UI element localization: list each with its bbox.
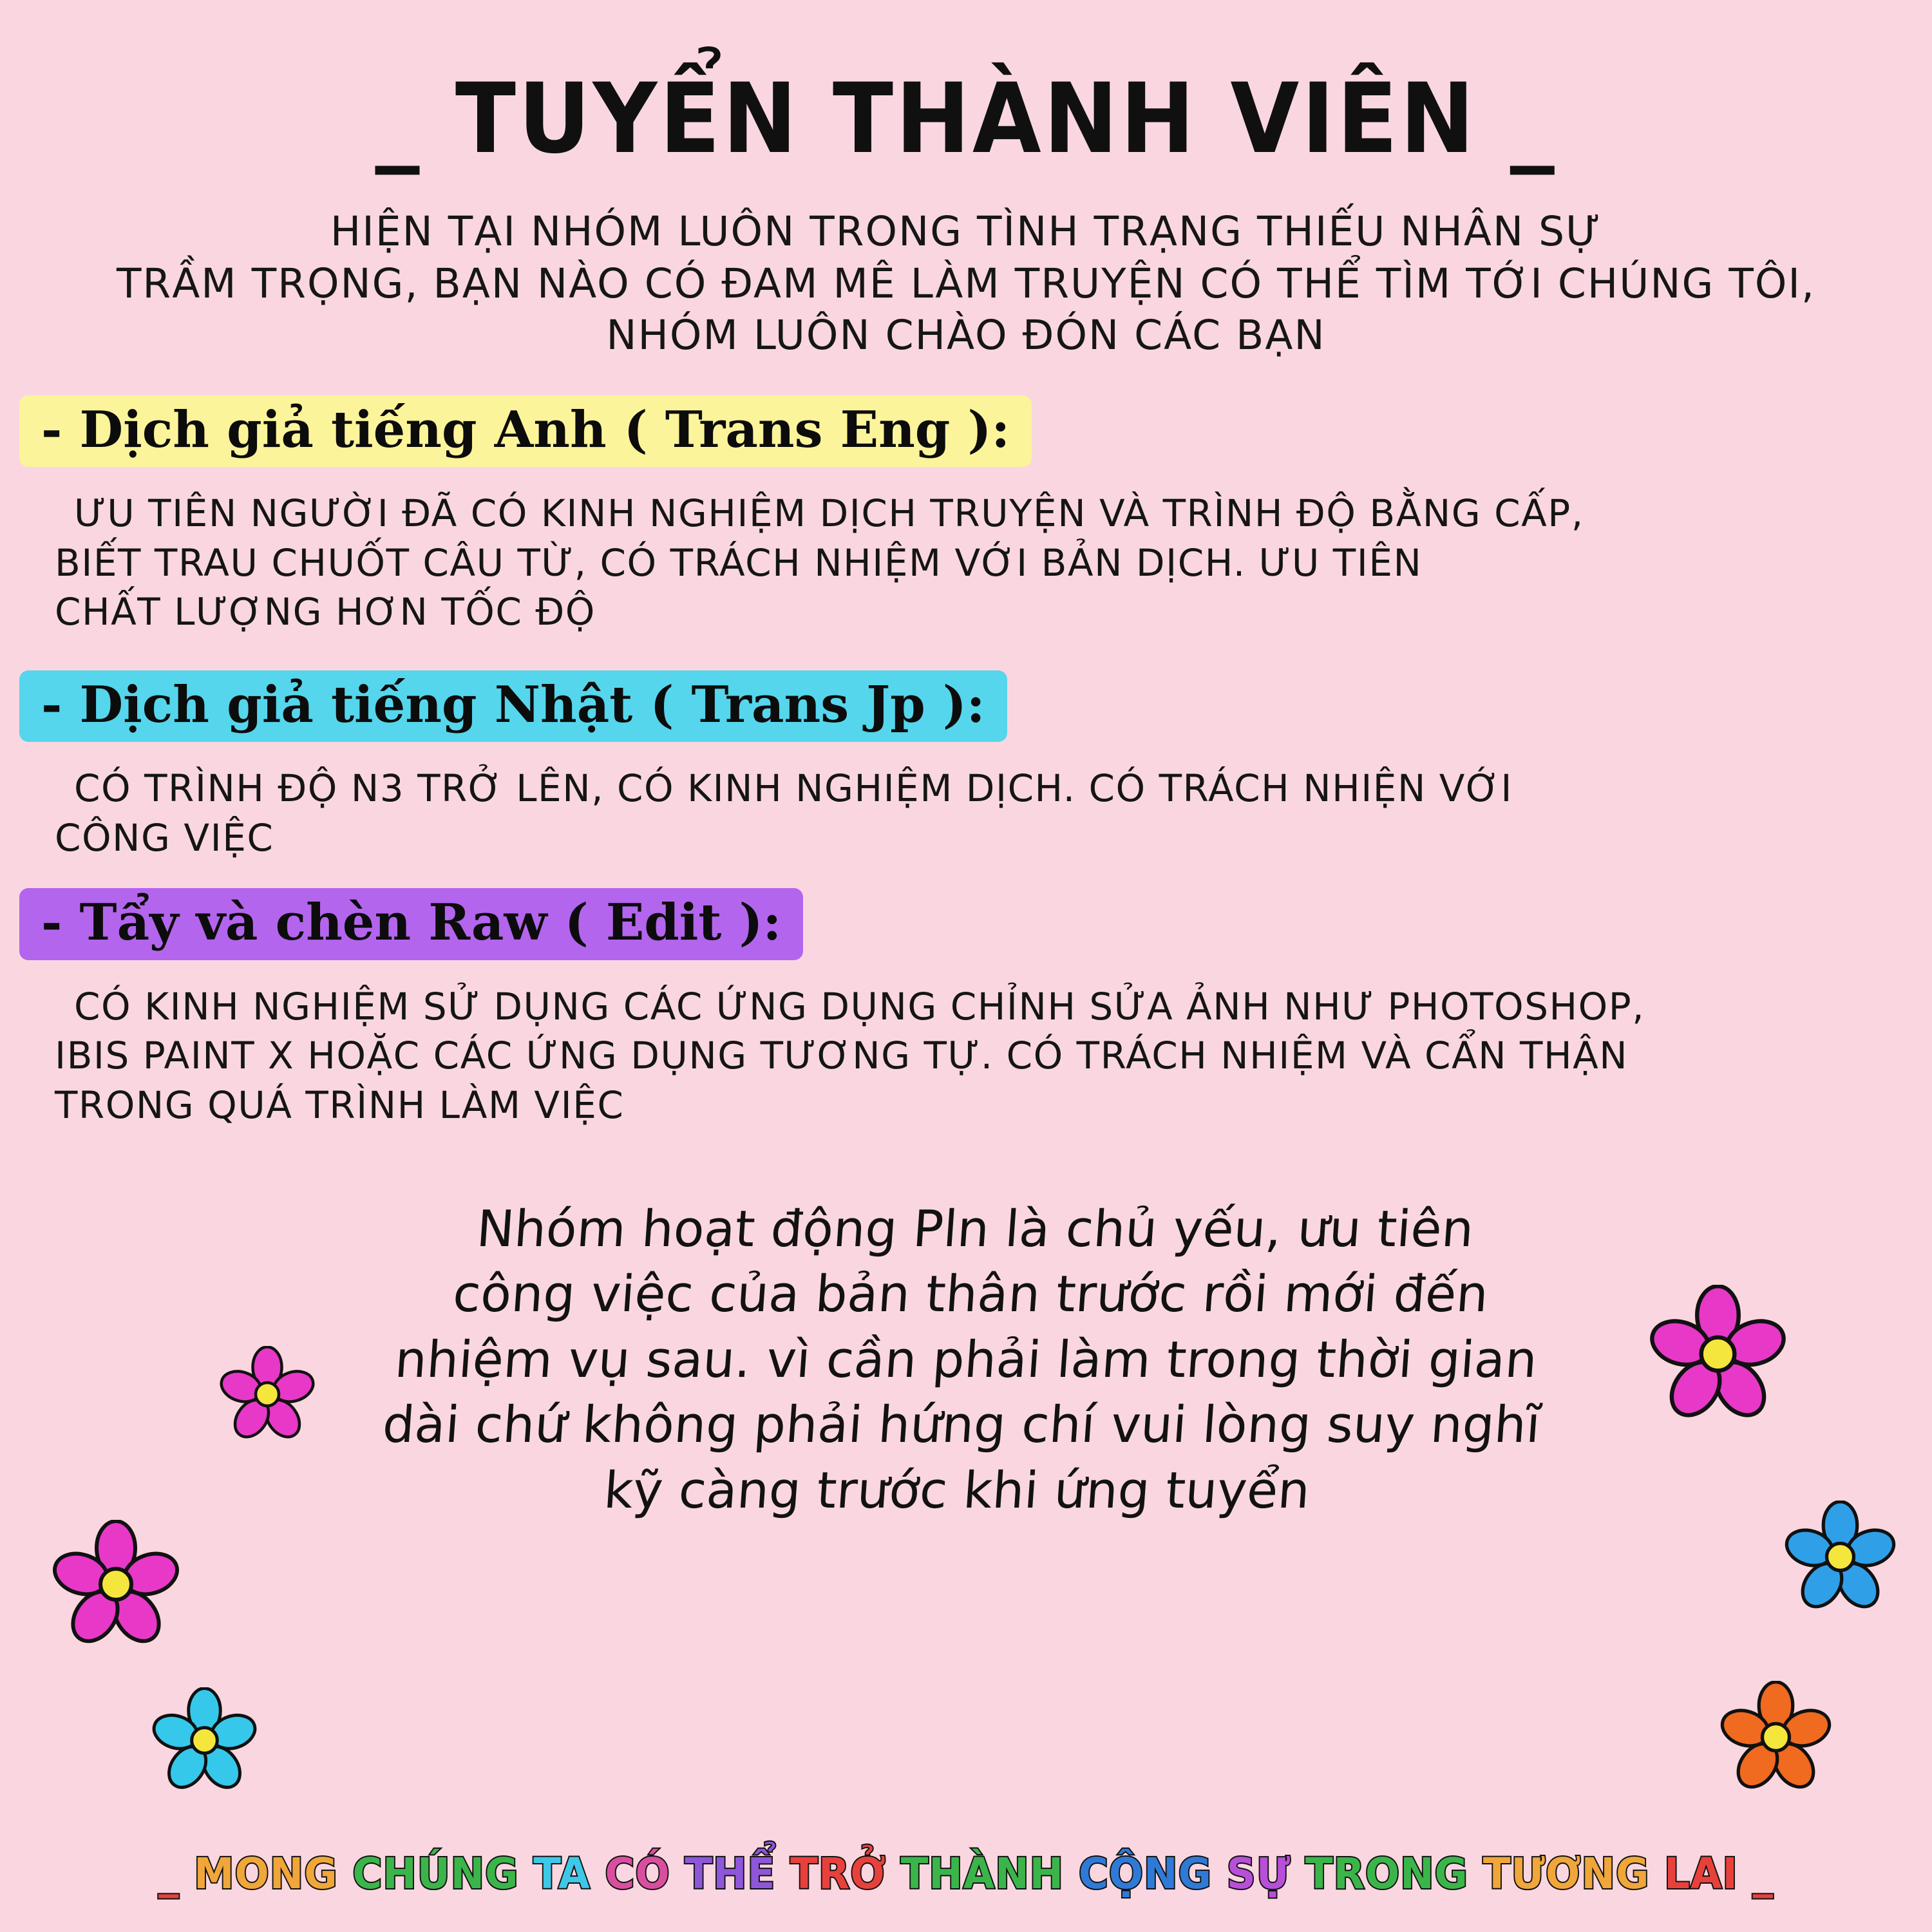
section-trans-eng xyxy=(0,395,1932,637)
closing-note-line-4: dài chứ không phải hứng chí vui lòng suy nghĩ xyxy=(381,1396,1542,1455)
footer-word: MONG xyxy=(194,1849,338,1899)
section-body-trans-eng-line-1: ƯU TIÊN NGƯỜI ĐÃ CÓ KINH NGHIỆM DỊCH TRUYỆN VÀ TRÌNH ĐỘ BẰNG CẤP, xyxy=(74,491,1584,536)
footer-slogan xyxy=(48,1849,1884,1899)
footer-word: TA xyxy=(533,1849,591,1899)
footer-word: CÓ xyxy=(605,1849,670,1899)
section-body-edit xyxy=(0,982,1932,1130)
footer-word: TRONG xyxy=(1305,1849,1468,1899)
footer-word: CHÚNG xyxy=(352,1849,519,1899)
footer-word: SỰ xyxy=(1226,1849,1291,1899)
footer-word: THÀNH xyxy=(900,1849,1065,1899)
footer-word: _ xyxy=(158,1849,180,1899)
section-body-trans-jp xyxy=(0,764,1932,862)
section-edit xyxy=(0,888,1932,1130)
footer-word: _ xyxy=(1752,1849,1774,1899)
section-body-trans-eng-line-2: BIẾT TRAU CHUỐT CÂU TỪ, CÓ TRÁCH NHIỆM VỚI BẢN DỊCH. ƯU TIÊN xyxy=(55,540,1423,585)
closing-note xyxy=(0,1197,1932,1524)
intro-line-3: NHÓM LUÔN CHÀO ĐÓN CÁC BẠN xyxy=(606,312,1326,359)
closing-note-line-2: công việc của bản thân trước rồi mới đến xyxy=(451,1265,1490,1324)
page-title: _ TUYỂN THÀNH VIÊN _ xyxy=(375,63,1557,175)
section-trans-jp xyxy=(0,670,1932,862)
intro-paragraph xyxy=(0,206,1932,362)
footer-word: CỘNG xyxy=(1078,1849,1212,1899)
section-heading-edit: - Tẩy và chèn Raw ( Edit ): xyxy=(19,888,803,960)
flower-orange-bottom-right xyxy=(1719,1681,1832,1794)
section-body-edit-line-1: CÓ KINH NGHIỆM SỬ DỤNG CÁC ỨNG DỤNG CHỈNH SỬA ẢNH NHƯ PHOTOSHOP, xyxy=(74,984,1645,1028)
flower-cyan-bottom-left xyxy=(151,1687,258,1794)
footer-word: THỂ xyxy=(685,1849,776,1899)
section-heading-trans-jp: - Dịch giả tiếng Nhật ( Trans Jp ): xyxy=(19,670,1007,742)
section-body-edit-line-3: TRONG QUÁ TRÌNH LÀM VIỆC xyxy=(55,1083,625,1127)
closing-note-line-1: Nhóm hoạt động Pln là chủ yếu, ưu tiên xyxy=(475,1200,1476,1259)
footer-word: LAI xyxy=(1664,1849,1738,1899)
section-heading-trans-eng: - Dịch giả tiếng Anh ( Trans Eng ): xyxy=(19,395,1032,467)
closing-note-line-3: nhiệm vụ sau. vì cần phải làm trong thời gian xyxy=(393,1331,1539,1390)
section-body-trans-eng xyxy=(0,489,1932,637)
section-body-trans-eng-line-3: CHẤT LƯỢNG HƠN TỐC ĐỘ xyxy=(55,590,596,634)
intro-line-1: HIỆN TẠI NHÓM LUÔN TRONG TÌNH TRẠNG THIẾU NHÂN SỰ xyxy=(330,208,1602,255)
footer-word: TƯƠNG xyxy=(1482,1849,1650,1899)
footer-word: TRỞ xyxy=(790,1849,886,1899)
intro-line-2: TRẦM TRỌNG, BẠN NÀO CÓ ĐAM MÊ LÀM TRUYỆN CÓ THỂ TÌM TỚI CHÚNG TÔI, xyxy=(116,260,1816,307)
flower-magenta-left xyxy=(52,1520,180,1649)
section-body-edit-line-2: IBIS PAINT X HOẶC CÁC ỨNG DỤNG TƯƠNG TỰ. CÓ TRÁCH NHIỆM VÀ CẨN THẬN xyxy=(55,1034,1629,1078)
section-body-trans-jp-line-1: CÓ TRÌNH ĐỘ N3 TRỞ LÊN, CÓ KINH NGHIỆM DỊCH. CÓ TRÁCH NHIỆN VỚI xyxy=(74,766,1513,811)
closing-note-line-5: kỹ càng trước khi ứng tuyển xyxy=(601,1461,1312,1520)
section-body-trans-jp-line-2: CÔNG VIỆC xyxy=(55,815,274,860)
